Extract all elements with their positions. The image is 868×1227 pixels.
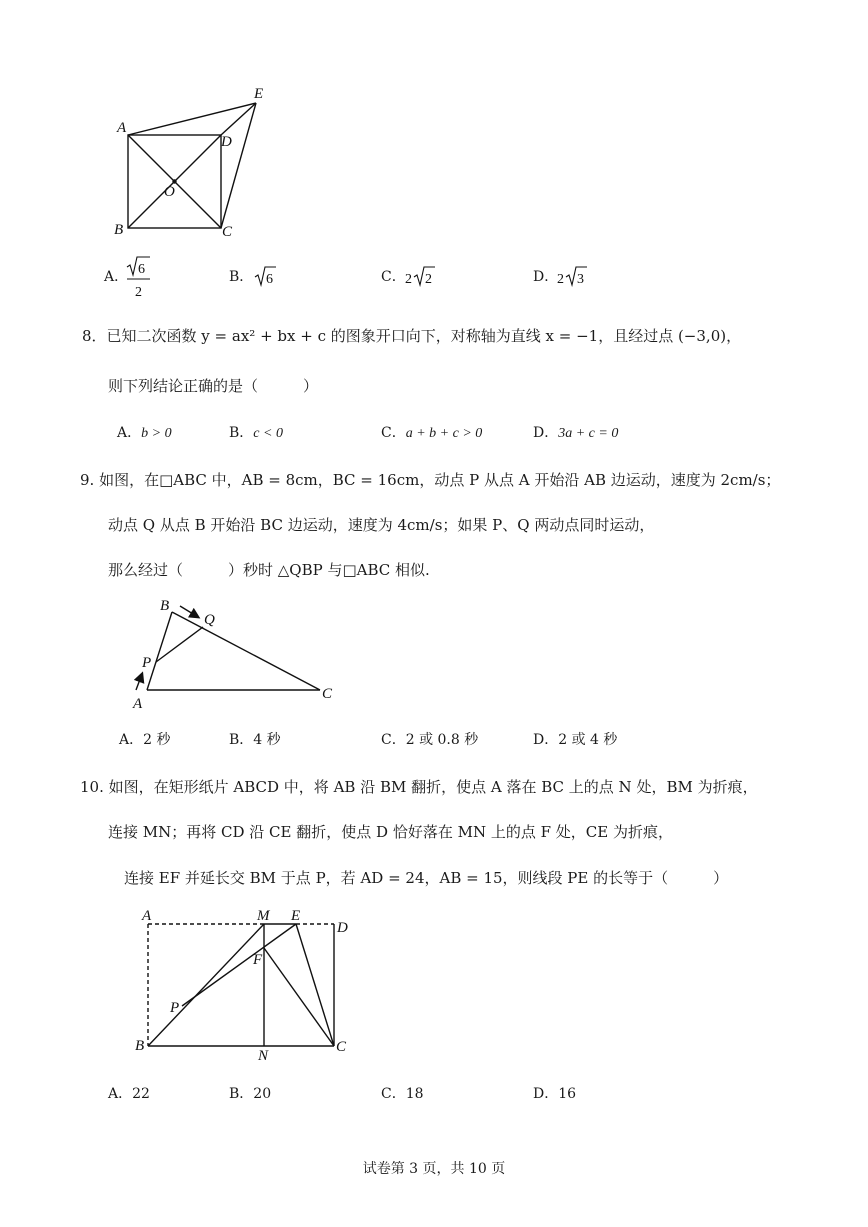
q7-label-a: A [117, 120, 127, 136]
q8-option-c-letter: C． [381, 425, 406, 441]
q10-option-b-text: 20 [253, 1086, 272, 1102]
q10-option-a-text: 22 [132, 1086, 150, 1102]
q8-option-a-letter: A． [117, 425, 142, 441]
q8-option-d-letter: D． [533, 425, 559, 441]
q9-option-a-letter: A． [119, 732, 144, 748]
q7-option-b-letter: B． [229, 269, 254, 285]
q9-stem-line1: 9. 如图，在□ABC 中，AB = 8cm，BC = 16cm，动点 P 从点 A 开始沿 AB 边运动，速度为 2cm/s； [80, 471, 781, 489]
q9-stem-line3: 那么经过（ ）秒时 △QBP 与□ABC 相似. [108, 561, 430, 579]
q10-segment-pe [182, 924, 296, 1006]
q10-label-f: F [253, 952, 263, 968]
q7-label-o: O [164, 184, 175, 200]
q9-option-c-text: 2 或 0.8 秒 [405, 732, 479, 748]
q10-label-m: M [257, 908, 270, 924]
q8-option-b-letter: B． [229, 425, 254, 441]
q7-option-c-radicand: 2 [425, 272, 432, 287]
q9-label-c: C [322, 686, 333, 702]
q7-option-d-letter: D． [533, 269, 559, 285]
q10-option-d-letter: D． [533, 1086, 559, 1102]
q9-option-a-text: 2 秒 [143, 732, 171, 748]
q10-label-b: B [135, 1038, 145, 1054]
q7-option-a-letter: A． [104, 269, 129, 285]
q10-stem-line1: 10. 如图，在矩形纸片 ABCD 中，将 AB 沿 BM 翻折，使点 A 落在 BC 上的点 N 处，BM 为折痕， [80, 778, 758, 796]
page-footer: 试卷第 3 页，共 10 页 [362, 1161, 506, 1177]
q7-option-b-radicand: 6 [266, 272, 273, 287]
q10-option-d[interactable] [533, 1084, 576, 1104]
q7-option-d-radicand: 3 [577, 272, 584, 287]
q10-label-d: D [337, 920, 348, 936]
q10-label-p: P [170, 1000, 180, 1016]
q8-stem-line1: 8．已知二次函数 y = ax² + bx + c 的图象开口向下，对称轴为直线 x = −1，且经过点 (−3,0)， [82, 327, 742, 345]
q9-option-d-letter: D． [533, 732, 559, 748]
q9-stem-line2: 动点 Q 从点 B 开始沿 BC 边运动，速度为 4cm/s；如果 P、Q 两动点同时运动， [108, 516, 655, 534]
q7-option-d-coefficient: 2 [557, 272, 564, 287]
q8-option-a-text: b > 0 [141, 426, 172, 441]
q10-option-a[interactable] [108, 1084, 150, 1104]
q10-option-c[interactable] [381, 1084, 424, 1104]
q7-label-d: D [221, 134, 232, 150]
q7-option-a-denominator: 2 [135, 285, 142, 300]
q9-option-d-text: 2 或 4 秒 [558, 732, 618, 748]
q9-option-c-letter: C． [381, 732, 406, 748]
q7-option-a-numerator: 6 [138, 262, 145, 277]
q9-label-q: Q [204, 612, 215, 628]
q7-label-b: B [114, 222, 124, 238]
q9-label-p: P [142, 655, 152, 671]
q10-option-a-letter: A． [108, 1086, 133, 1102]
q8-stem-line2: 则下列结论正确的是（ ） [108, 377, 319, 395]
q10-label-a: A [142, 908, 152, 924]
q10-label-e: E [291, 908, 301, 924]
q7-option-c-coefficient: 2 [405, 272, 412, 287]
q10-option-b-letter: B． [229, 1086, 254, 1102]
q7-option-c-letter: C． [381, 269, 406, 285]
q9-label-b: B [160, 598, 170, 614]
q8-option-b-text: c < 0 [253, 426, 283, 441]
q10-option-d-text: 16 [558, 1086, 577, 1102]
q10-label-c: C [336, 1039, 347, 1055]
q9-label-a: A [133, 696, 143, 712]
q9-option-b-letter: B． [229, 732, 254, 748]
q8-option-c-text: a + b + c > 0 [405, 426, 483, 441]
q10-stem-line3: 连接 EF 并延长交 BM 于点 P，若 AD = 24，AB = 15，则线段 PE 的长等于（ ） [124, 869, 729, 887]
q10-option-b[interactable] [229, 1084, 271, 1104]
q10-segment-ce [296, 924, 334, 1046]
q7-label-e: E [254, 86, 264, 102]
q10-segment-fc [264, 948, 334, 1046]
q10-segment-bm [148, 924, 264, 1046]
q9-option-b-text: 4 秒 [253, 732, 281, 748]
q10-option-c-text: 18 [405, 1086, 424, 1102]
q10-stem-line2: 连接 MN；再将 CD 沿 CE 翻折，使点 D 恰好落在 MN 上的点 F 处，CE 为折痕， [108, 823, 673, 841]
q7-label-c: C [222, 224, 233, 240]
q10-label-n: N [258, 1048, 269, 1064]
q10-option-c-letter: C． [381, 1086, 406, 1102]
q8-option-d-text: 3a + c = 0 [558, 426, 619, 441]
